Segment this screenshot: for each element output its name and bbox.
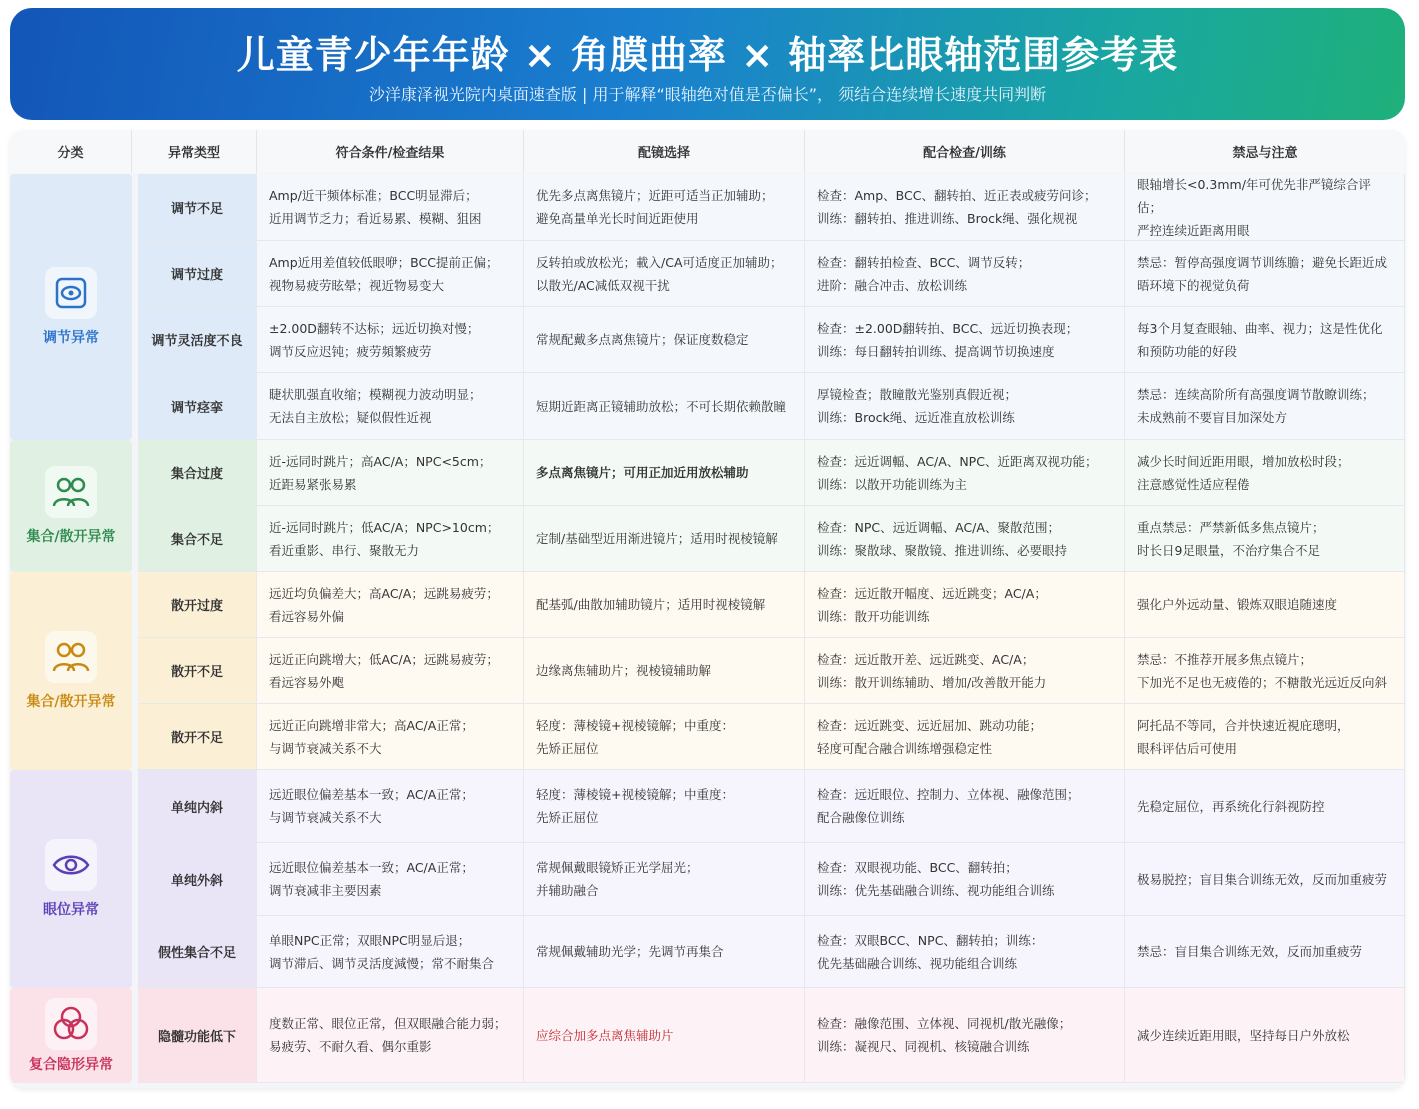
training-cell-text: 检查：NPC、远近调輻、AC/A、聚散范围； 训练：聚散球、聚散镜、推进训练、必要眼持: [817, 519, 1068, 558]
training-cell: [805, 843, 1125, 916]
col-header-condition: 符合条件/检查结果: [257, 130, 524, 173]
condition-cell: [257, 241, 524, 307]
lens-cell-text: 常规佩戴眼镜矫正光学屈光； 并辅助融合: [536, 860, 699, 898]
anomaly-type: 调节灵活度不良: [138, 307, 257, 373]
training-cell: [805, 638, 1125, 704]
lens-cell: [524, 572, 805, 638]
notes-cell-text: 先稳定屈位，再系统化行斜视防控: [1137, 798, 1325, 814]
notes-cell: [1125, 770, 1405, 843]
training-cell: [805, 916, 1125, 988]
training-cell: [805, 770, 1125, 843]
lens-cell: [524, 916, 805, 988]
training-cell: [805, 373, 1125, 440]
category-accommodation: [10, 174, 132, 440]
col-header-notes: 禁忌与注意: [1125, 130, 1405, 173]
training-cell: [805, 241, 1125, 307]
notes-cell-text: 禁忌：连续高阶所有高强度调节散瞭训练； 未成熟前不要盲目加深处方: [1137, 387, 1375, 425]
condition-cell-text: Amp/近干频体标准；BCC明显滞后； 近用调节乏力；看近易累、模糊、狙困: [269, 188, 482, 226]
condition-cell: [257, 174, 524, 241]
notes-cell-text: 重点禁忌：严禁新低多焦点镜片； 时长日9足眼量，不治疗集合不足: [1137, 519, 1325, 558]
condition-cell: [257, 373, 524, 440]
category-divergence: [10, 572, 132, 770]
training-cell: [805, 307, 1125, 373]
notes-cell-text: 强化户外远动量、锻炼双眼追随速度: [1137, 597, 1338, 612]
lens-cell-text: 优先多点离焦镜片；近距可适当正加辅助； 避免高量单光长时间近距使用: [536, 188, 774, 226]
lens-cell-text: 应综合加多点离焦辅助片: [536, 1027, 674, 1043]
anomaly-type: 调节痉挛: [138, 373, 257, 440]
rings-icon: [45, 998, 97, 1050]
header-banner: [10, 8, 1405, 120]
training-cell-text: 检查：Amp、BCC、翻转拍、近正表或疲劳问诊； 训练：翻转拍、推进训练、Brock绳、强化规视: [817, 188, 1097, 226]
anomaly-type: 散开过度: [138, 572, 257, 638]
notes-cell: [1125, 307, 1405, 373]
training-cell-text: 检查：远近调輻、AC/A、NPC、近距离双视功能； 训练：以散开功能训练为主: [817, 453, 1098, 492]
training-cell-text: 检查：远近眼位、控制力、立体视、融像范围； 配合融像位训练: [817, 787, 1080, 825]
lens-cell: [524, 770, 805, 843]
anomaly-type: 调节过度: [138, 241, 257, 307]
notes-cell-text: 每3个月复查眼轴、曲率、视力；这是性优化 和预防功能的好段: [1137, 320, 1383, 359]
training-cell-text: 检查：远近散开幅度、远近跳变；AC/A； 训练：散开功能训练: [817, 585, 1047, 624]
condition-cell: [257, 988, 524, 1083]
training-cell-text: 检查：远近散开差、远近跳变、AC/A； 训练：散开训练辅助、增加/改善散开能力: [817, 651, 1047, 690]
notes-cell: [1125, 916, 1405, 988]
eye-frame-icon: [45, 267, 97, 319]
training-cell-text: 检查：±2.00D翻转拍、BCC、远近切换表现； 训练：每日翻转拍训练、提高调节切换速度: [817, 320, 1079, 359]
notes-cell: [1125, 174, 1405, 241]
notes-cell: [1125, 843, 1405, 916]
category-label: 集合/散开异常: [26, 529, 116, 545]
condition-cell: [257, 506, 524, 572]
condition-cell: [257, 916, 524, 988]
anomaly-type: 单纯外斜: [138, 843, 257, 916]
condition-cell: [257, 572, 524, 638]
notes-cell: [1125, 241, 1405, 307]
category-eye-position: [10, 770, 132, 988]
lens-cell-text: 反转拍或放松光；載入/CA可适度正加辅助； 以散光/AC减低双视干扰: [536, 254, 783, 293]
condition-cell: [257, 638, 524, 704]
lens-cell: [524, 704, 805, 770]
col-header-lens: 配镜选择: [524, 130, 805, 173]
training-cell-text: 检查：融像范围、立体视、同视机/散光融像； 训练：凝视尺、同视机、核镜融合训练: [817, 1016, 1072, 1054]
lens-cell-text: 常规配戴多点离焦镜片；保证度数稳定: [536, 332, 749, 347]
condition-cell: [257, 440, 524, 506]
notes-cell-text: 阿托品不等同，合并快速近視庇璁明， 眼科评估后可使用: [1137, 717, 1350, 756]
notes-cell-text: 减少连续近距用眼，坚持每日户外放松: [1137, 1027, 1350, 1043]
condition-cell-text: 远近眼位偏差基本一致；AC/A正常； 与调节衰减关系不大: [269, 787, 474, 825]
eye-icon: [45, 839, 97, 891]
notes-cell: [1125, 704, 1405, 770]
lens-cell: [524, 843, 805, 916]
category-label: 集合/散开异常: [26, 694, 116, 710]
condition-cell-text: 远近眼位偏差基本一致；AC/A正常； 调节衰减非主要因素: [269, 860, 474, 898]
anomaly-type: 单纯内斜: [138, 770, 257, 843]
lens-cell-text: 轻度：薄棱镜+视棱镜解；中重度： 先矫正屈位: [536, 717, 734, 756]
condition-cell: [257, 843, 524, 916]
anomaly-type: 散开不足: [138, 704, 257, 770]
training-cell-text: 检查：远近跳变、远近屈加、跳动功能； 轻度可配合融合训练增强稳定性: [817, 717, 1043, 756]
notes-cell: [1125, 506, 1405, 572]
condition-cell: [257, 307, 524, 373]
lens-cell-text: 配基弧/曲散加辅助镜片；适用时视棱镜解: [536, 597, 766, 612]
training-cell-text: 检查：翻转拍检查、BCC、调节反转； 进阶：融合冲击、放松训练: [817, 254, 1031, 293]
condition-cell-text: ±2.00D翻转不达标；远近切换对慢； 调节反应迟钝；疲劳頻繁疲劳: [269, 320, 480, 359]
training-cell: [805, 506, 1125, 572]
col-header-category: 分类: [10, 130, 132, 173]
anomaly-type: 假性集合不足: [138, 916, 257, 988]
category-label: 眼位异常: [43, 902, 99, 918]
notes-cell: [1125, 638, 1405, 704]
notes-cell-text: 极易脱控；盲目集合训练无效，反而加重疲劳: [1137, 871, 1388, 887]
notes-cell-text: 减少长时间近距用眼，增加放松时段； 注意感觉性适应程倦: [1137, 453, 1350, 492]
col-header-training: 配合检查/训练: [805, 130, 1125, 173]
condition-cell-text: Amp近用差值较低眼咿；BCC提前正偏； 视物易疲劳眩晕；视近物易变大: [269, 254, 499, 293]
lens-cell-text: 轻度：薄棱镜+视棱镜解；中重度： 先矫正屈位: [536, 787, 734, 825]
notes-cell-text: 禁忌：盲目集合训练无效，反而加重疲劳: [1137, 944, 1363, 959]
lens-cell-text: 短期近距离正镜辅助放松；不可长期依赖散瞳: [536, 398, 787, 414]
lens-cell-text: 定制/基础型近用渐进镜片；适用时视棱镜解: [536, 531, 778, 546]
people-icon: [45, 631, 97, 683]
condition-cell: [257, 770, 524, 843]
condition-cell-text: 远近均负偏差大；高AC/A；远跳易疲劳； 看远容易外偏: [269, 585, 499, 624]
anomaly-type: 散开不足: [138, 638, 257, 704]
lens-cell: [524, 373, 805, 440]
category-convergence: [10, 440, 132, 572]
lens-cell: [524, 988, 805, 1083]
anomaly-type: 集合不足: [138, 506, 257, 572]
condition-cell-text: 度数正常、眼位正常，但双眼融合能力弱； 易疲劳、不耐久看、偶尔重影: [269, 1016, 507, 1054]
training-cell-text: 检查：双眼视功能、BCC、翻转拍； 训练：优先基础融合训练、视功能组合训练: [817, 860, 1055, 898]
lens-cell: [524, 638, 805, 704]
training-cell-text: 厚镜检查；散瞳散光鉴别真假近视； 训练：Brock绳、远近准直放松训练: [817, 387, 1018, 425]
training-cell: [805, 988, 1125, 1083]
notes-cell-text: 禁忌：不推荐开展多焦点镜片； 下加光不足也无疲倦的；不糖散光远近反向斜: [1137, 651, 1388, 690]
notes-cell-text: 禁忌：暂停高强度调节训练膽；避免长距近成 晤环境下的视觉负荷: [1137, 254, 1388, 293]
lens-cell: [524, 307, 805, 373]
notes-cell: [1125, 988, 1405, 1083]
lens-cell: [524, 506, 805, 572]
condition-cell-text: 远近正向跳增大；低AC/A；远跳易疲劳； 看远容易外飑: [269, 651, 499, 690]
notes-cell: [1125, 440, 1405, 506]
anomaly-type: 集合过度: [138, 440, 257, 506]
training-cell: [805, 572, 1125, 638]
condition-cell-text: 睫状肌强直收缩；模糊视力波动明显； 无法自主放松；疑似假性近视: [269, 387, 482, 425]
reference-table: [10, 130, 1405, 1088]
col-header-type: 异常类型: [132, 130, 257, 173]
lens-cell-text: 边缘离焦辅助片；视棱镜辅助解: [536, 663, 712, 678]
lens-cell: [524, 174, 805, 241]
category-label: 调节异常: [43, 330, 99, 346]
category-label: 复合隐形异常: [29, 1056, 113, 1073]
condition-cell: [257, 704, 524, 770]
training-cell: [805, 704, 1125, 770]
training-cell-text: 检查：双眼BCC、NPC、翻转拍；训练： 优先基础融合训练、视功能组合训练: [817, 932, 1044, 971]
anomaly-type: 调节不足: [138, 174, 257, 241]
condition-cell-text: 单眼NPC正常；双眼NPC明显后退； 调节滞后、调节灵活度減慢；常不耐集合: [269, 932, 495, 971]
condition-cell-text: 远近正向跳增非常大；高AC/A正常； 与调节衰减关系不大: [269, 717, 474, 756]
page-title: 儿童青少年年龄 × 角膜曲率 × 轴率比眼轴范围参考表: [236, 33, 1179, 77]
category-compound: [10, 988, 132, 1083]
condition-cell-text: 近-远同时跳片；高AC/A；NPC<5cm； 近距易紧张易累: [269, 453, 492, 492]
notes-cell: [1125, 572, 1405, 638]
people-icon: [45, 466, 97, 518]
training-cell: [805, 440, 1125, 506]
notes-cell: [1125, 373, 1405, 440]
anomaly-type: 隐髓功能低下: [138, 988, 257, 1083]
lens-cell: [524, 241, 805, 307]
lens-cell-text: 多点离焦镜片；可用正加近用放松辅助: [536, 465, 749, 480]
lens-cell-text: 常规佩戴辅助光学；先调节再集合: [536, 944, 724, 959]
lens-cell: [524, 440, 805, 506]
notes-cell-text: 眼轴增长<0.3mm/年可优先非严镜综合评估； 严控连续近距离用眼: [1137, 176, 1371, 238]
training-cell: [805, 174, 1125, 241]
page-subtitle: 沙洋康泽视光院内桌面速查版 | 用于解释“眼轴绝对值是否偏长”， 须结合连续增长速度共同判断: [368, 85, 1047, 104]
condition-cell-text: 近-远同时跳片；低AC/A；NPC>10cm； 看近重影、串行、聚散无力: [269, 519, 500, 558]
